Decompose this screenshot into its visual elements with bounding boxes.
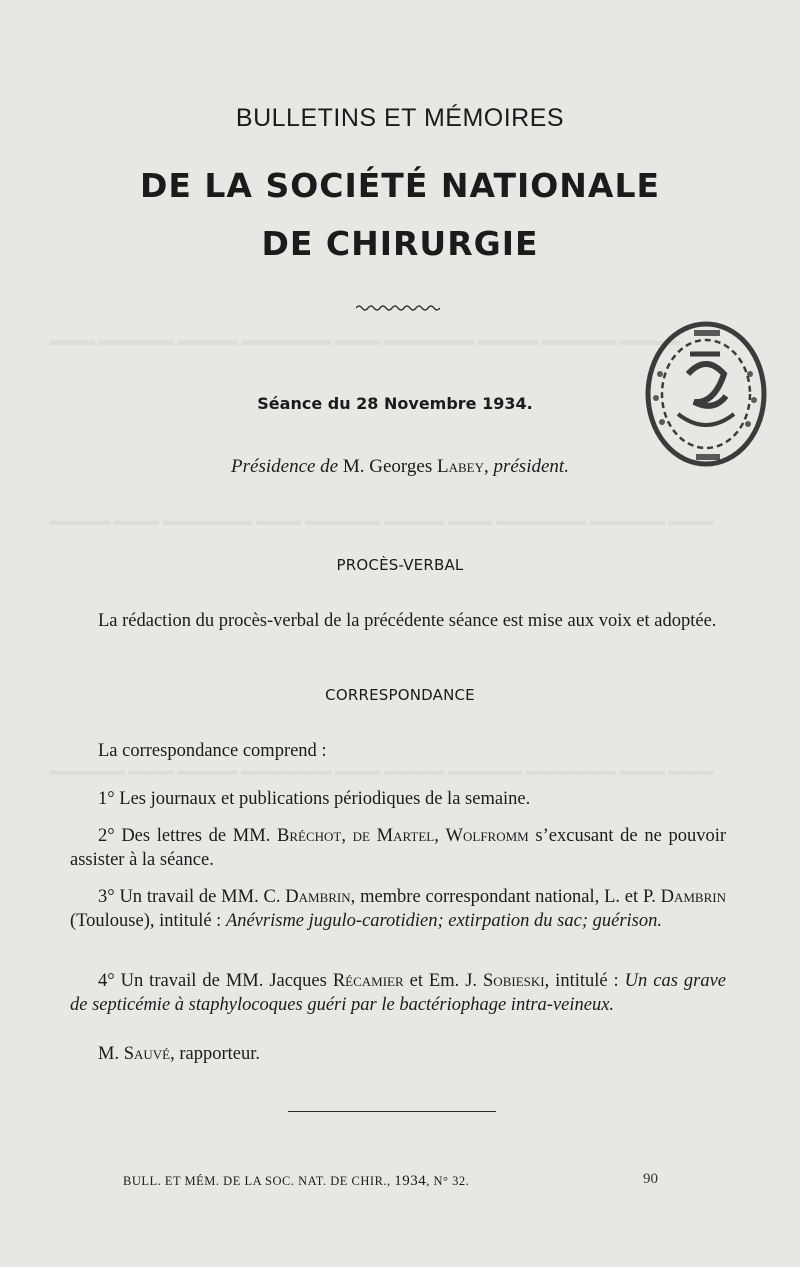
item-3-text: , membre correspondant national, L. et P. bbox=[350, 887, 661, 907]
president-surname: Labey bbox=[436, 456, 484, 477]
correspondance-item-2 bbox=[70, 824, 726, 872]
rapporteur-line bbox=[70, 1042, 726, 1066]
author-name: Sobieski bbox=[483, 971, 545, 991]
author-name: Récamier bbox=[332, 971, 404, 991]
footer-year: 1934 bbox=[394, 1173, 427, 1189]
correspondance-item-3 bbox=[70, 885, 726, 933]
correspondance-heading: CORRESPONDANCE bbox=[325, 686, 475, 704]
presidency-prefix: Présidence de bbox=[231, 456, 339, 477]
rapporteur-name: Sauvé bbox=[123, 1044, 171, 1064]
journal-title-line3: DE CHIRURGIE bbox=[261, 224, 539, 263]
item-4-text: , intitulé : bbox=[544, 971, 625, 991]
correspondance-intro: La correspondance comprend : bbox=[98, 741, 327, 761]
footer-citation-text: BULL. ET MÉM. DE LA SOC. NAT. DE CHIR., bbox=[123, 1174, 395, 1188]
president-title: M. Georges bbox=[342, 456, 437, 477]
presidency-line: Présidence de M. Georges Labey, président. bbox=[231, 456, 569, 477]
bleed-through bbox=[50, 760, 714, 782]
bleed-through bbox=[50, 330, 680, 352]
session-date: Séance du 28 Novembre 1934. bbox=[257, 394, 533, 413]
author-name: Bréchot bbox=[277, 826, 342, 846]
item-4-text: et Em. J. bbox=[403, 971, 484, 991]
work-title: Un cas grave de septicémie à staphylocoques guéri par le bactériophage intra-veineux. bbox=[70, 971, 726, 1015]
rapporteur-text: , rapporteur. bbox=[170, 1044, 261, 1064]
item-2-text: s’excusant de ne pouvoir assister à la séance. bbox=[70, 826, 727, 870]
wavy-ornament bbox=[356, 303, 440, 313]
item-3-text: 3° Un travail de MM. C. bbox=[98, 887, 286, 907]
item-3-text: (Toulouse), intitulé : bbox=[70, 911, 226, 931]
president-role: président. bbox=[493, 456, 569, 477]
correspondance-item-1: 1° Les journaux et publications périodiques de la semaine. bbox=[98, 789, 531, 809]
correspondance-item-4 bbox=[70, 969, 726, 1017]
closing-rule bbox=[288, 1111, 496, 1112]
author-name: Wolfromm bbox=[445, 826, 529, 846]
item-2-text: , bbox=[341, 826, 353, 846]
proces-verbal-heading: PROCÈS-VERBAL bbox=[336, 556, 464, 574]
page-number: 90 bbox=[643, 1171, 658, 1187]
work-title: Anévrisme jugulo-carotidien; extirpation du sac; guérison. bbox=[225, 911, 662, 931]
footer-citation bbox=[123, 1173, 469, 1190]
item-4-text: 4° Un travail de MM. Jacques bbox=[98, 971, 333, 991]
item-2-text: 2° Des lettres de MM. bbox=[98, 826, 277, 846]
proces-verbal-text: La rédaction du procès-verbal de la précédente séance est mise aux voix et adoptée. bbox=[98, 611, 717, 631]
author-name: Dambrin bbox=[285, 887, 351, 907]
bleed-through bbox=[50, 510, 714, 532]
footer-issue: , N° 32. bbox=[426, 1174, 470, 1188]
journal-title-line1: BULLETINS ET MÉMOIRES bbox=[235, 104, 565, 132]
rapporteur-text: M. bbox=[98, 1044, 124, 1064]
library-stamp-image bbox=[638, 314, 770, 472]
author-name: Dambrin bbox=[660, 887, 726, 907]
author-name: de Martel bbox=[352, 826, 435, 846]
item-2-text: , bbox=[434, 826, 446, 846]
journal-title-line2: DE LA SOCIÉTÉ NATIONALE bbox=[139, 166, 661, 205]
